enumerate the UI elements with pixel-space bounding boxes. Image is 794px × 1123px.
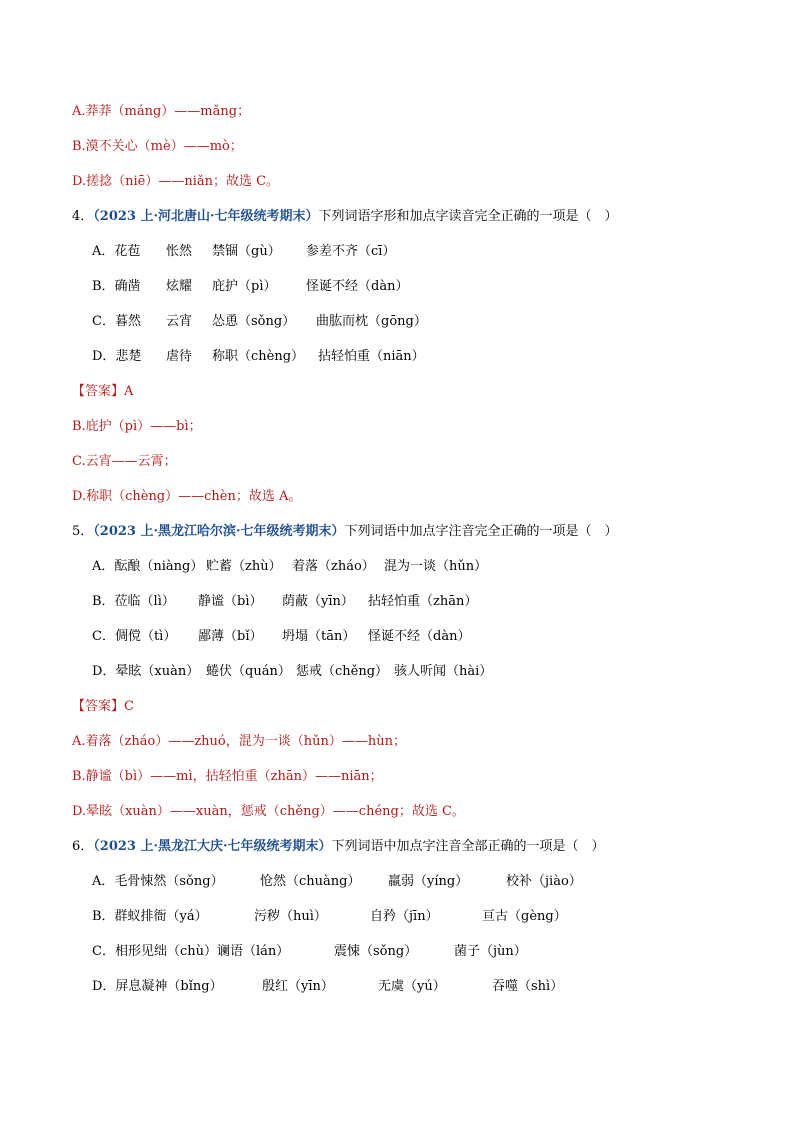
answer-line [72,698,134,716]
option-word: B．群蚁排衙（yá） [92,909,208,924]
option-word: 静谧（bì） [198,594,263,609]
option-word: 拈轻怕重（niān） [318,349,425,364]
option-word: 曲肱而枕（gōng） [316,314,427,329]
option-d [92,978,563,996]
option-word: A．花苞 [92,244,141,259]
question-stem: 下列词语中加点字注音全部正确的一项是（ ） [331,839,605,854]
answer-value: C [124,699,134,714]
option-word: D．晕眩（xuàn） [92,664,200,679]
option-d [92,348,425,366]
option-word: B．莅临（lì） [92,594,175,609]
question-source: （2023 上·河北唐山·七年级统考期末） [93,209,319,224]
option-word: 怂恿（sǒng） [212,314,296,329]
option-word: 禁锢（gù） [212,244,281,259]
option-word: B．确凿 [92,279,141,294]
option-word: 震悚（sǒng） [334,944,418,959]
option-word: 拈轻怕重（zhān） [368,594,478,609]
option-word: A．毛骨悚然（sǒng） [92,874,224,889]
option-b [92,593,477,611]
option-word: 怅然 [166,244,193,259]
option-a [92,558,487,576]
analysis-line: B.静谧（bì）——mì，拈轻怕重（zhān）——niān； [72,769,383,784]
option-word: 污秽（huì） [254,909,327,924]
question-stem: 下列词语中加点字注音完全正确的一项是（ ） [344,524,618,539]
option-word: 鄙薄（bǐ） [198,629,263,644]
analysis-line: D.搓捻（niē）——niǎn；故选 C。 [72,174,280,189]
option-word: 参差不齐（cī） [306,244,396,259]
answer-label: 【答案】 [72,699,125,714]
answer-line [72,383,133,401]
analysis-line: A.莽莽（máng）——mǎng； [72,104,251,119]
option-word: 庇护（pì） [212,279,277,294]
option-c [92,313,427,331]
analysis-line: C.云宵——云霄； [72,454,177,469]
question-5-header [72,523,618,541]
option-word: 羸弱（yíng） [388,874,469,889]
option-word: D．屏息凝神（bǐng） [92,979,223,994]
analysis-line: A.着落（zháo）——zhuó，混为一谈（hǔn）——hùn； [72,734,406,749]
question-number: 4． [72,209,94,224]
option-word: 虐待 [166,349,193,364]
option-word: 怪诞不经（dàn） [368,629,471,644]
question-source: （2023 上·黑龙江大庆·七年级统考期末） [93,839,332,854]
option-c [92,628,470,646]
option-word: 自矜（jīn） [370,909,439,924]
question-stem: 下列词语字形和加点字读音完全正确的一项是（ ） [318,209,618,224]
option-word: 蜷伏（quán） [206,664,291,679]
analysis-line: B.漠不关心（mè）——mò； [72,139,243,154]
question-4-header [72,208,618,226]
question-number: 5． [72,524,94,539]
option-word: 怪诞不经（dàn） [306,279,409,294]
option-word: 坍塌（tān） [282,629,356,644]
option-word: C．倜傥（tì） [92,629,177,644]
question-number: 6． [72,839,94,854]
analysis-line: B.庇护（pì）——bì； [72,419,202,434]
option-word: 称职（chèng） [212,349,305,364]
option-word: 怆然（chuàng） [260,874,361,889]
answer-label: 【答案】 [72,384,125,399]
question-6-header [72,838,605,856]
option-word: 云宵 [166,314,193,329]
option-word: 吞噬（shì） [492,979,564,994]
option-word: 亘古（gèng） [482,909,567,924]
option-b [92,278,408,296]
option-d [92,663,492,681]
option-word: C．暮然 [92,314,141,329]
question-source: （2023 上·黑龙江哈尔滨·七年级统考期末） [93,524,345,539]
option-word: 惩戒（chěng） [296,664,389,679]
option-word: 菌子（jùn） [454,944,527,959]
analysis-line: D.晕眩（xuàn）——xuàn，惩戒（chěng）——chéng；故选 C。 [72,804,465,819]
option-word: C．相形见绌（chù）谰语（lán） [92,944,290,959]
option-b [92,908,567,926]
answer-value: A [124,384,134,399]
option-a [92,873,582,891]
option-word: 混为一谈（hǔn） [384,559,488,574]
option-word: 校补（jiào） [506,874,582,889]
option-word: 着落（zháo） [292,559,375,574]
option-word: 殷红（yīn） [262,979,334,994]
analysis-line: D.称职（chèng）——chèn；故选 A。 [72,489,302,504]
option-word: D．悲楚 [92,349,142,364]
option-a [92,243,395,261]
option-word: 贮蓄（zhù） [206,559,282,574]
option-word: 荫蔽（yīn） [282,594,354,609]
option-word: 炫耀 [166,279,193,294]
option-word: 无虞（yú） [378,979,446,994]
option-c [92,943,527,961]
option-word: A．酝酿（niàng） [92,559,204,574]
option-word: 骇人听闻（hài） [394,664,493,679]
